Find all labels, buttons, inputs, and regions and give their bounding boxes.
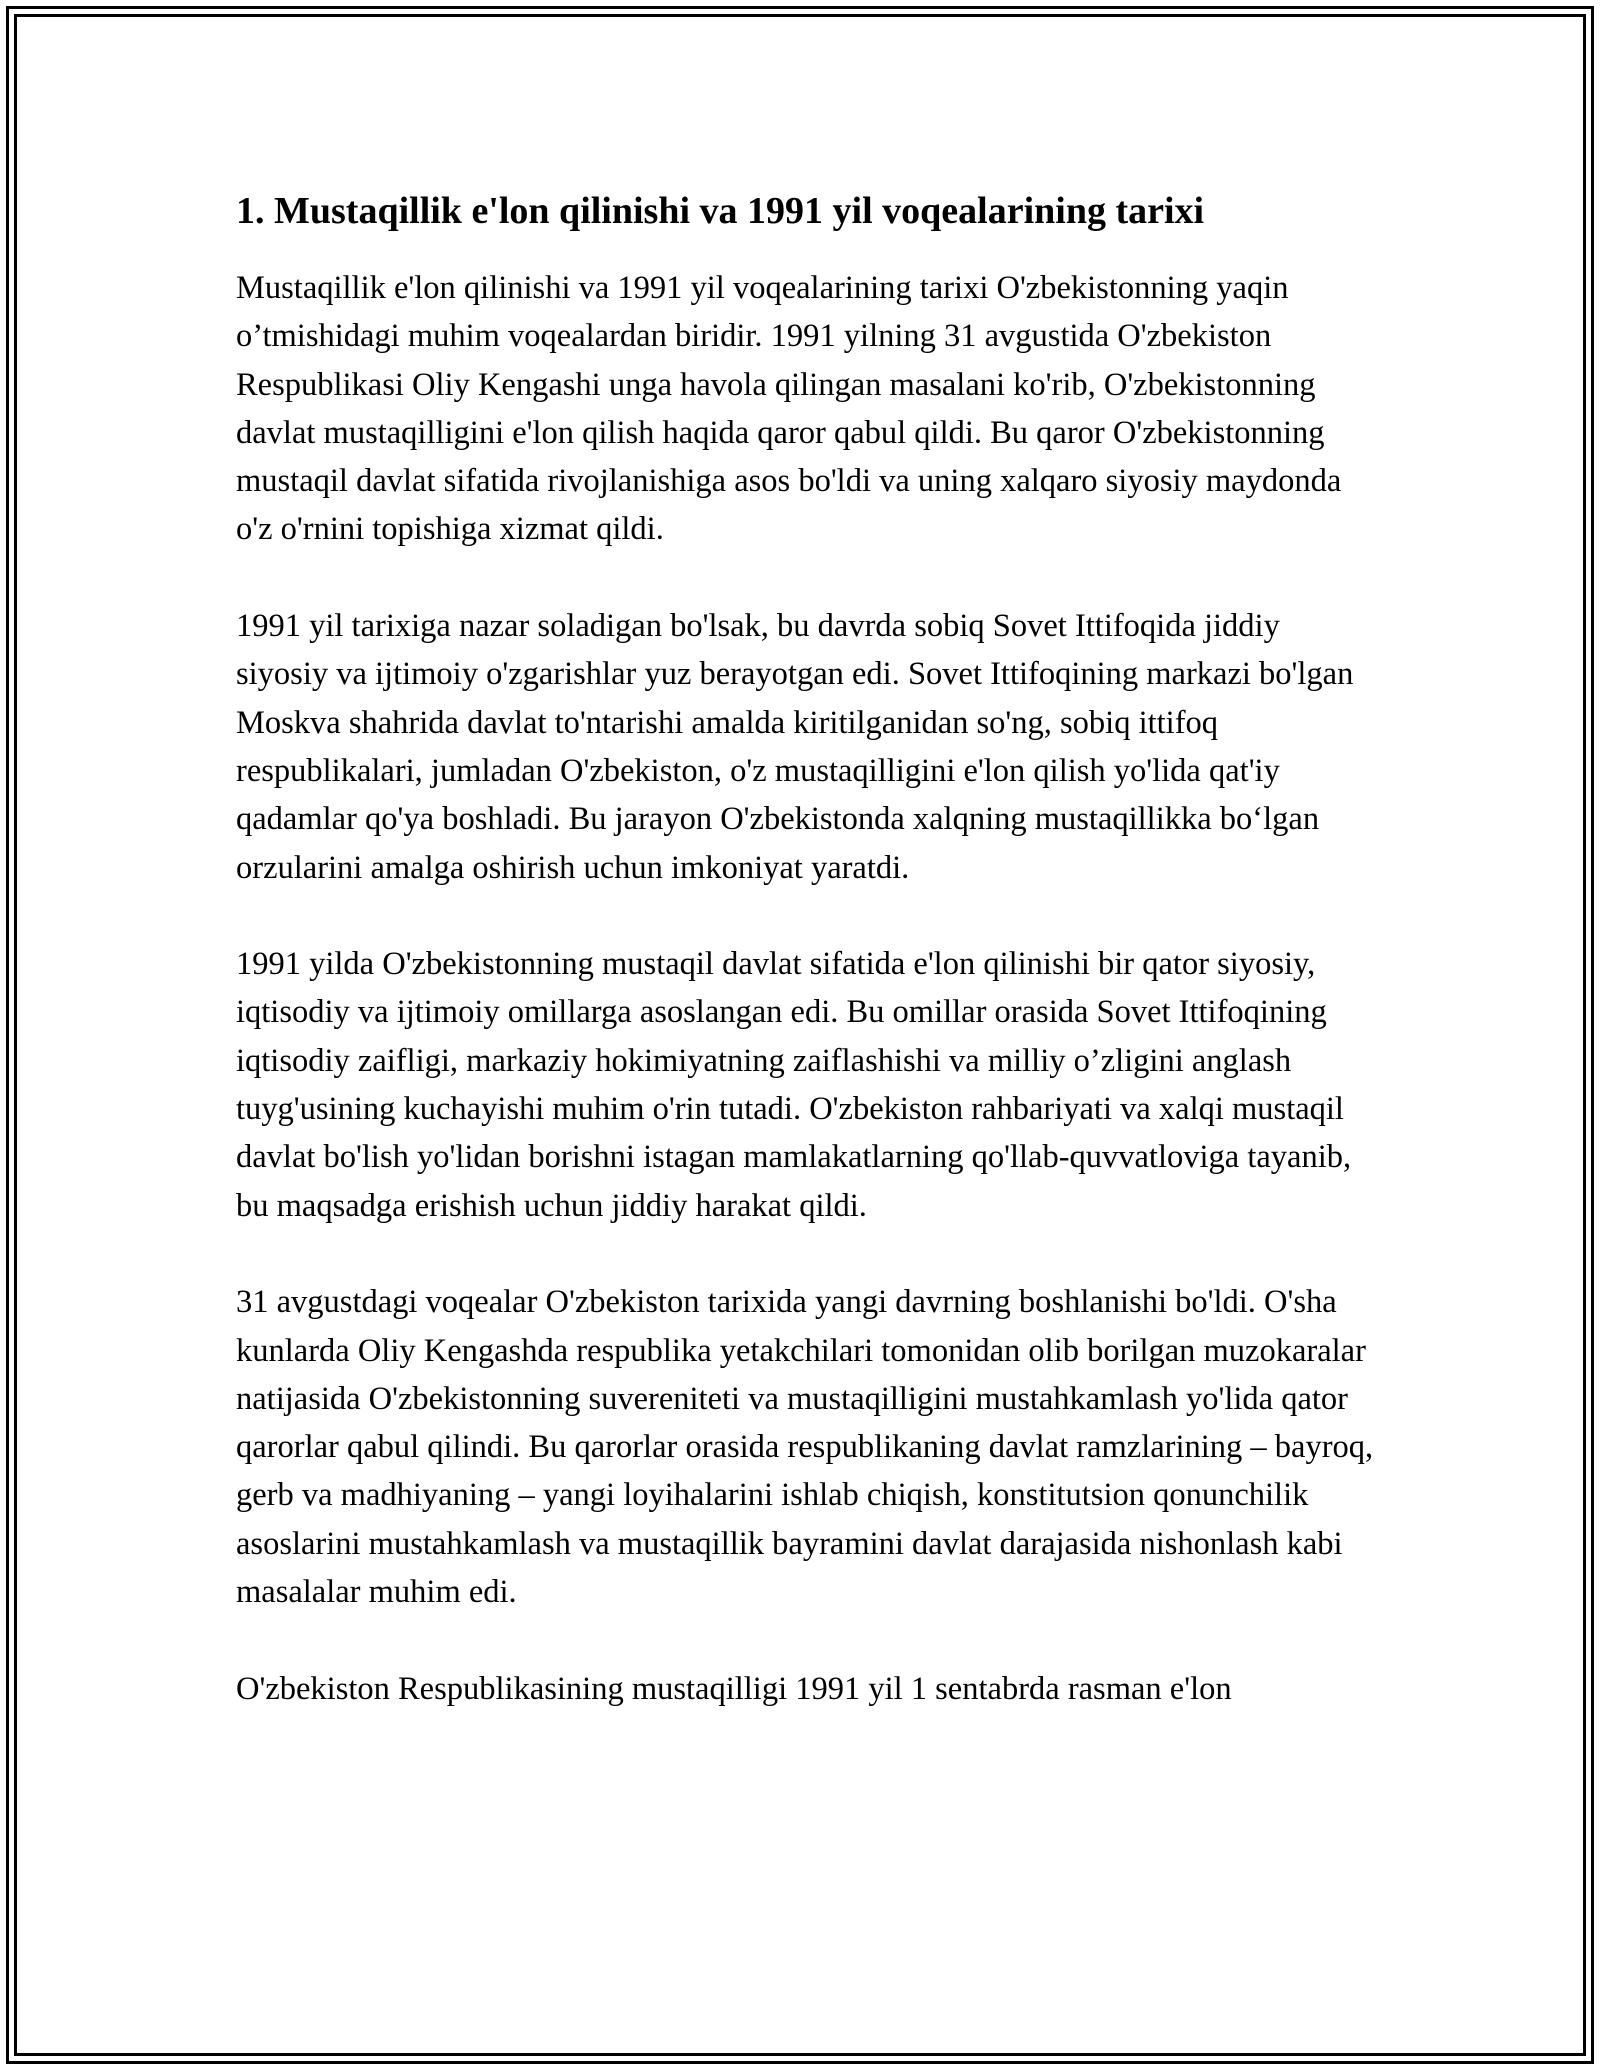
paragraph-1: Mustaqillik e'lon qilinishi va 1991 yil voqealarining tarixi O'zbekistonning yaqin o’tmishidagi muhim voqealardan biridir. 1991 yilning 31 avgustida O'zbekiston Respublikasi Oliy Kengashi unga havola qilingan masalani ko'rib, O'zbekistonning davlat mustaqilligini e'lon qilish haqida qaror qabul qildi. Bu qaror O'zbekistonning mustaqil davlat sifatida rivojlanishiga asos bo'ldi va uning xalqaro siyosiy maydonda o'z o'rnini topishiga xizmat qildi.	[236, 270, 1342, 548]
document-body	[236, 188, 1376, 1761]
section-heading: 1. Mustaqillik e'lon qilinishi va 1991 yil voqealarining tarixi	[236, 190, 1205, 232]
paragraph-4: 31 avgustdagi voqealar O'zbekiston tarixida yangi davrning boshlanishi bo'ldi. O'sha kunlarda Oliy Kengashda respublika yetakchilari tomonidan olib borilgan muzokaralar natijasida O'zbekistonning suvereniteti va mustaqilligini mustahkamlash yo'lida qator qarorlar qabul qilindi. Bu qarorlar orasida respublikaning davlat ramzlarining – bayroq, gerb va madhiyaning – yangi loyihalarini ishlab chiqish, konstitutsion qonunchilik asoslarini mustahkamlash va mustaqillik bayramini davlat darajasida nishonlash kabi masalalar muhim edi.	[236, 1284, 1374, 1611]
paragraph-2: 1991 yil tarixiga nazar soladigan bo'lsak, bu davrda sobiq Sovet Ittifoqida jiddiy siyosiy va ijtimoiy o'zgarishlar yuz berayotgan edi. Sovet Ittifoqining markazi bo'lgan Moskva shahrida davlat to'ntarishi amalda kiritilganidan so'ng, sobiq ittifoq respublikalari, jumladan O'zbekiston, o'z mustaqilligini e'lon qilish yo'lida qat'iy qadamlar qo'ya boshladi. Bu jarayon O'zbekistonda xalqning mustaqillikka bo‘lgan orzularini amalga oshirish uchun imkoniyat yaratdi.	[236, 608, 1354, 886]
paragraph-5: O'zbekiston Respublikasining mustaqilligi 1991 yil 1 sentabrda rasman e'lon	[236, 1670, 1232, 1707]
paragraph-3: 1991 yilda O'zbekistonning mustaqil davlat sifatida e'lon qilinishi bir qator siyosiy, iqtisodiy va ijtimoiy omillarga asoslangan edi. Bu omillar orasida Sovet Ittifoqining iqtisodiy zaifligi, markaziy hokimiyatning zaiflashishi va milliy o’zligini anglash tuyg'usining kuchayishi muhim o'rin tutadi. O'zbekiston rahbariyati va xalqi mustaqil davlat bo'lish yo'lidan borishni istagan mamlakatlarning qo'llab-quvvatloviga tayanib, bu maqsadga erishish uchun jiddiy harakat qildi.	[236, 946, 1352, 1224]
